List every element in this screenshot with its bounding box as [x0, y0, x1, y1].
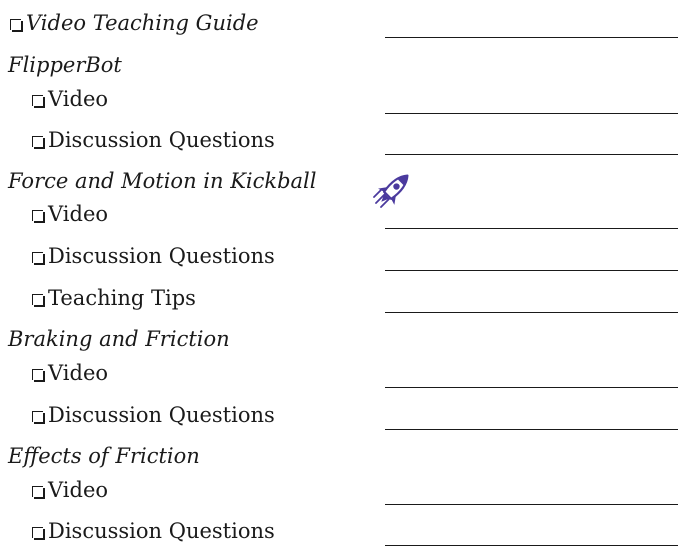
checklist-row — [0, 360, 680, 390]
checklist-item-label: Video — [48, 87, 109, 111]
checklist-item-label: Video — [48, 361, 109, 385]
section-heading-row — [0, 326, 680, 356]
sign-off-line[interactable] — [385, 545, 678, 546]
checkbox-icon[interactable] — [32, 210, 43, 221]
checklist-item-label: Teaching Tips — [48, 286, 196, 310]
checkbox-icon[interactable] — [32, 486, 43, 497]
sign-off-line[interactable] — [385, 154, 678, 155]
sign-off-line[interactable] — [385, 312, 678, 313]
sign-off-line[interactable] — [385, 113, 678, 114]
checklist-row — [0, 86, 680, 116]
section-title: Effects of Friction — [8, 444, 200, 468]
checklist-item-label: Discussion Questions — [48, 244, 275, 268]
checkbox-icon[interactable] — [32, 369, 43, 380]
checklist-row — [0, 518, 680, 548]
sign-off-line[interactable] — [385, 228, 678, 229]
sign-off-line[interactable] — [385, 387, 678, 388]
checklist-item[interactable] — [32, 86, 108, 112]
checkbox-icon[interactable] — [10, 19, 21, 30]
section-heading-row — [0, 52, 680, 82]
checklist-item[interactable] — [32, 285, 196, 311]
checklist-row — [0, 201, 680, 231]
section-title: FlipperBot — [8, 53, 122, 77]
checklist-row — [0, 477, 680, 507]
section-title: Braking and Friction — [8, 327, 230, 351]
checklist-item[interactable] — [32, 360, 108, 386]
sign-off-line[interactable] — [385, 429, 678, 430]
checkbox-icon[interactable] — [32, 136, 43, 147]
checkbox-icon[interactable] — [32, 411, 43, 422]
checkbox-icon[interactable] — [32, 252, 43, 263]
section-heading-row — [0, 168, 680, 198]
checklist-item[interactable] — [32, 402, 275, 428]
checklist-item[interactable] — [32, 243, 275, 269]
section-title: Force and Motion in Kickball — [8, 169, 317, 193]
section-heading-row — [0, 443, 680, 473]
checkbox-icon[interactable] — [32, 95, 43, 106]
checklist-row-video-teaching-guide — [0, 10, 680, 40]
checklist-item-label: Discussion Questions — [48, 128, 275, 152]
checklist-row — [0, 243, 680, 273]
checkbox-icon[interactable] — [32, 294, 43, 305]
sign-off-line[interactable] — [385, 37, 678, 38]
checklist-item[interactable] — [32, 518, 275, 544]
checklist-item-label: Video Teaching Guide — [26, 11, 259, 35]
sign-off-line[interactable] — [385, 504, 678, 505]
checklist-row — [0, 402, 680, 432]
checklist-item-label: Video — [48, 478, 109, 502]
checklist-item-label: Discussion Questions — [48, 403, 275, 427]
checklist-row — [0, 285, 680, 315]
sign-off-line[interactable] — [385, 270, 678, 271]
checklist-row — [0, 127, 680, 157]
checklist-item[interactable] — [10, 10, 259, 36]
checkbox-icon[interactable] — [32, 527, 43, 538]
checklist-item-label: Video — [48, 202, 109, 226]
checklist-item[interactable] — [32, 477, 108, 503]
checklist-item[interactable] — [32, 201, 108, 227]
checklist-item-label: Discussion Questions — [48, 519, 275, 543]
checklist-item[interactable] — [32, 127, 275, 153]
